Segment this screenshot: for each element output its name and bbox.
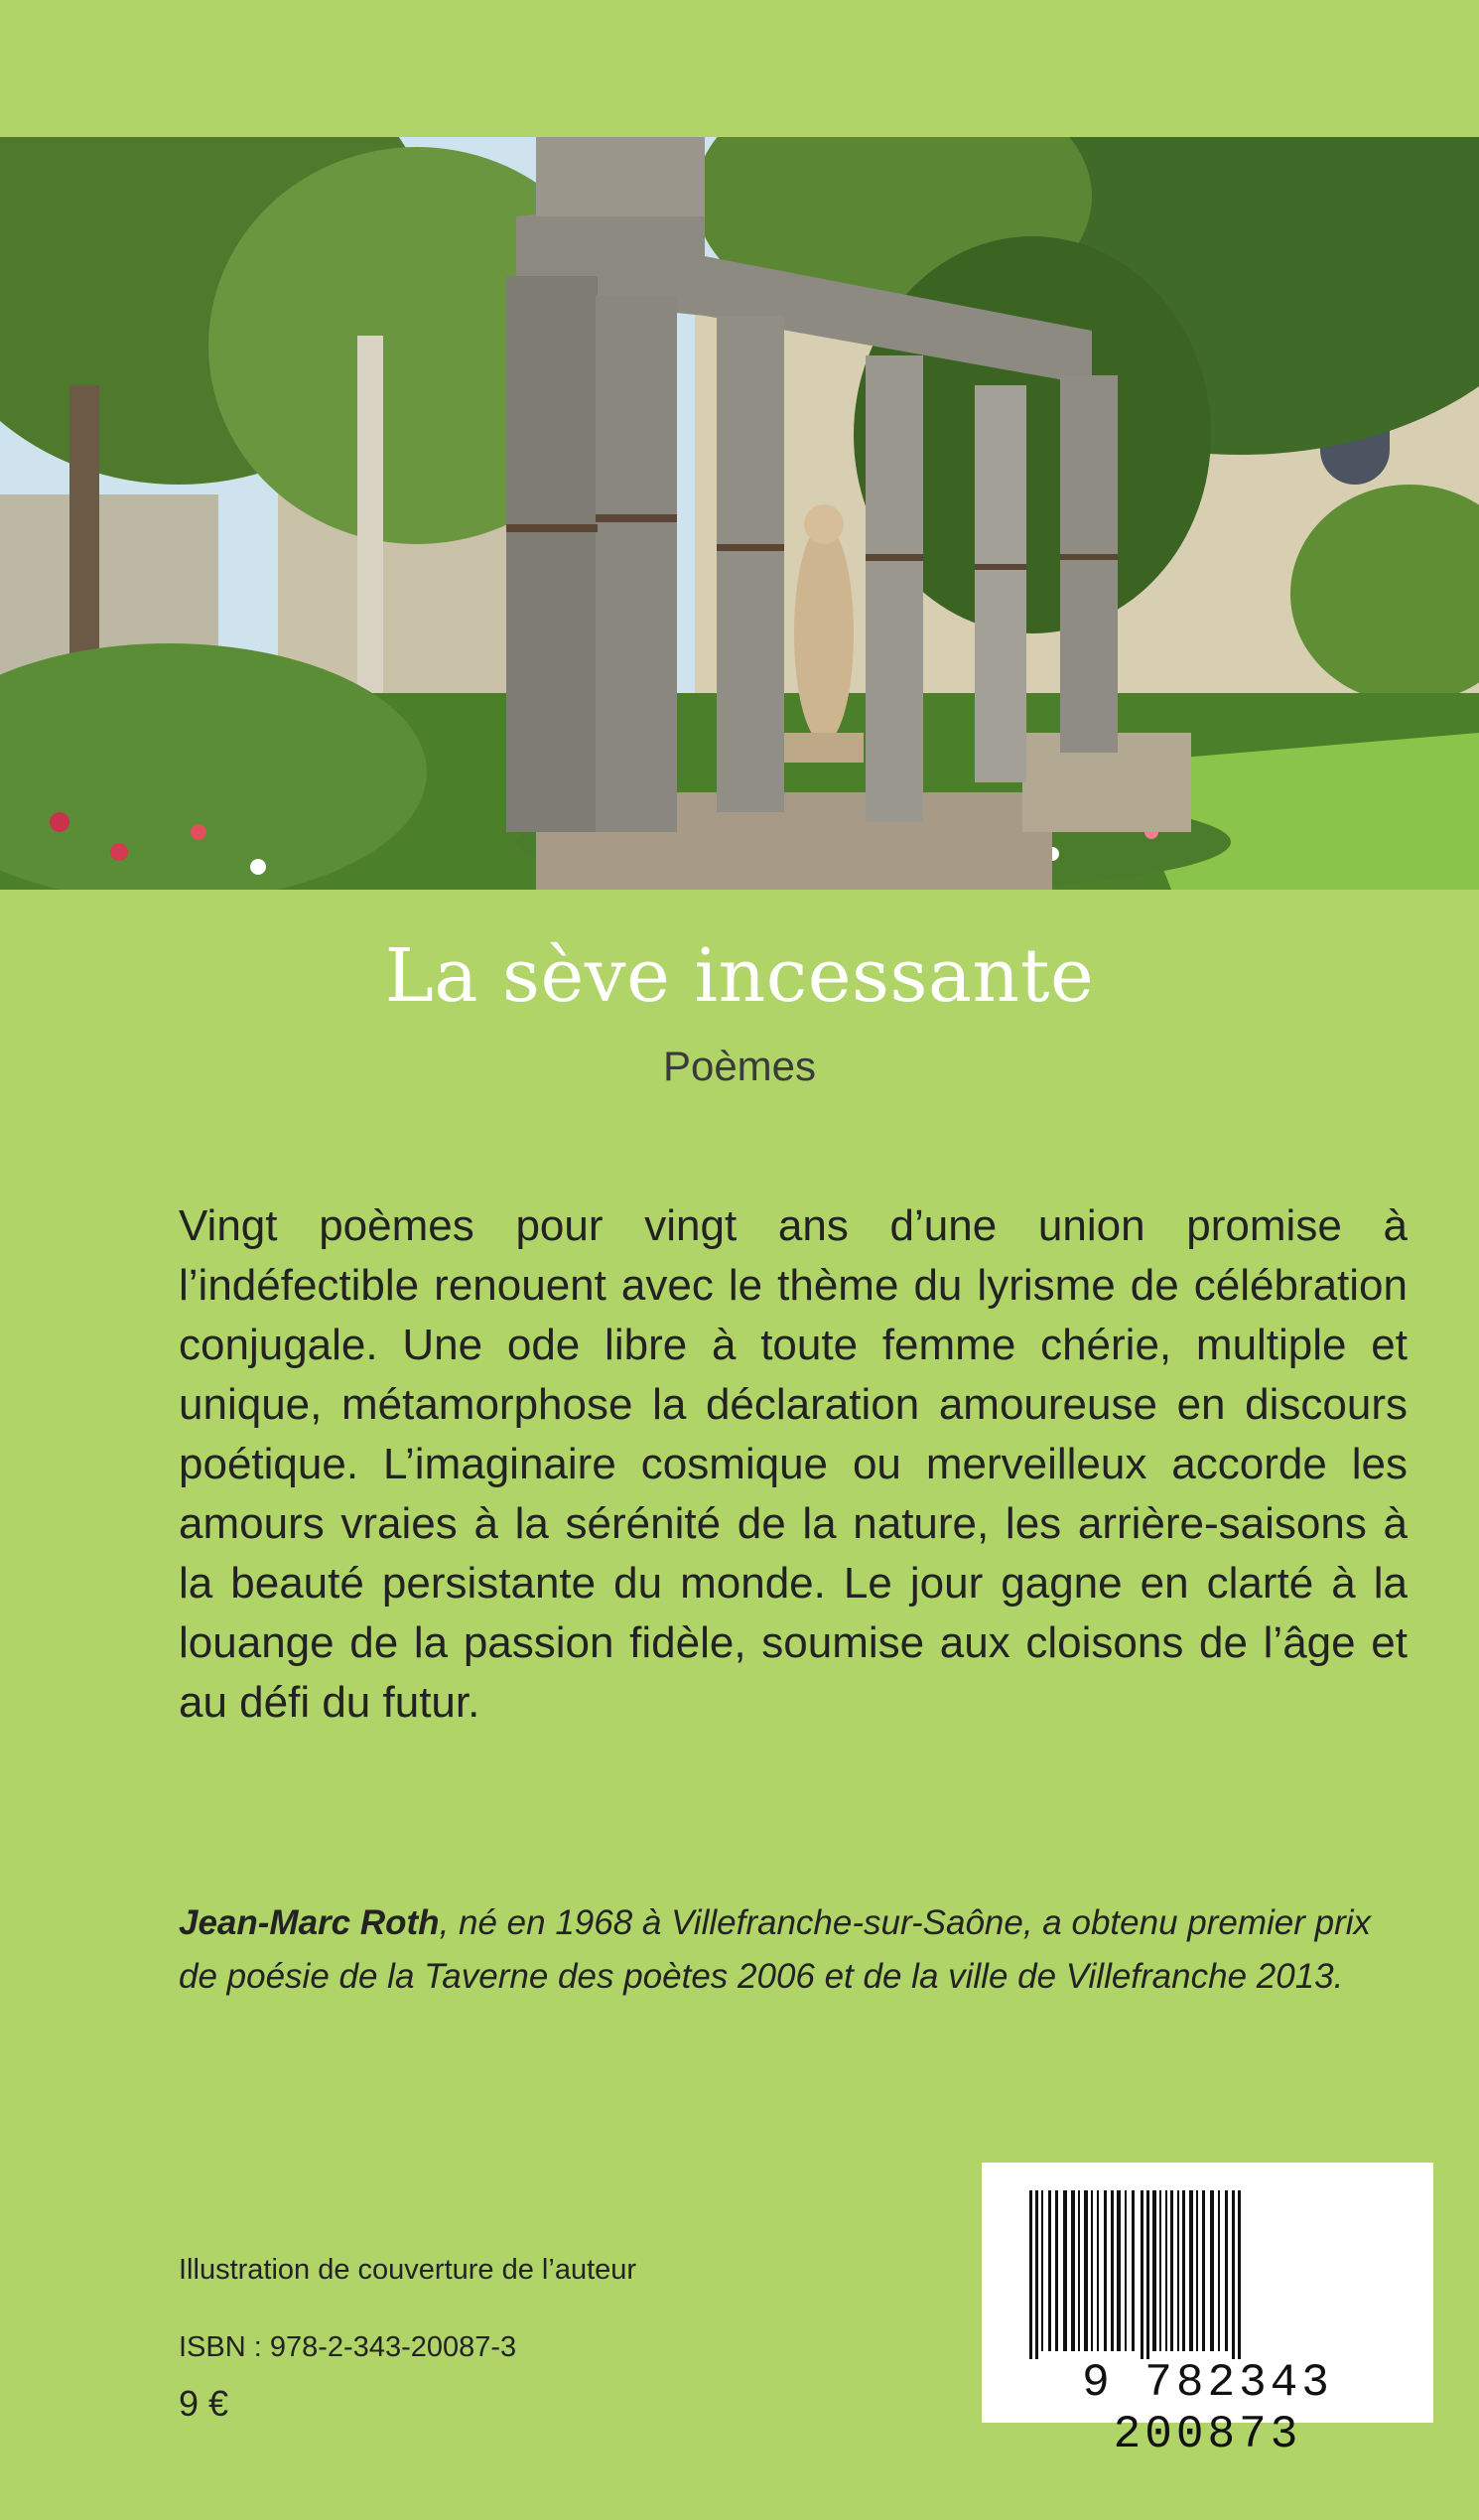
barcode-bar [1048, 2190, 1051, 2351]
back-cover-blurb: Vingt poèmes pour vingt ans d’une union promise à l’indéfectible renouent avec le thème du lyrisme de célébration conjugale. Une ode libre à toute femme chérie, multiple et unique, métamorphose la déclaration amoureuse en discours poétique. L’imaginaire cosmique ou merveilleux accorde les amours vraies à la sérénité de la nature, les arrière-saisons à la beauté persistante du monde. Le jour gagne en clarté à la louange de la passion fidèle, soumise aux cloisons de l’âge et au défi du futur. [179, 1201, 1408, 1727]
price: 9 € [179, 2383, 229, 2424]
isbn: ISBN : 978-2-343-20087-3 [179, 2331, 517, 2363]
barcode [982, 2163, 1433, 2460]
barcode-bar [1152, 2190, 1156, 2351]
barcode-bar [1035, 2190, 1038, 2359]
author-name: Jean-Marc Roth [179, 1903, 440, 1942]
illustration-credit: Illustration de couverture de l’auteur [179, 2254, 637, 2286]
barcode-bar [1063, 2190, 1067, 2351]
barcode-bar [1071, 2190, 1075, 2351]
barcode-bar [1055, 2190, 1058, 2351]
barcode-bar [1104, 2190, 1107, 2351]
barcode-digits: 9 782343 200873 [1082, 2357, 1333, 2460]
barcode-bar [1182, 2190, 1185, 2351]
author-bio [179, 1896, 1410, 2004]
barcode-bar [1189, 2190, 1193, 2351]
barcode-bar [1196, 2190, 1198, 2351]
barcode-bar [1084, 2190, 1088, 2351]
barcode-bars [982, 2163, 1433, 2361]
cover-photo [0, 137, 1479, 890]
barcode-bar [1091, 2190, 1093, 2351]
barcode-bar [1165, 2190, 1167, 2351]
barcode-bar [1170, 2190, 1173, 2351]
barcode-bar [1117, 2190, 1121, 2351]
barcode-bar [1238, 2190, 1241, 2359]
barcode-bar [1125, 2190, 1127, 2351]
barcode-bar [1141, 2190, 1143, 2359]
barcode-bar [1132, 2190, 1135, 2351]
barcode-bar [1097, 2190, 1099, 2351]
author-bio-text: , né en 1968 à Villefranche-sur-Saône, a obtenu premier prix de poésie de la Taverne des poètes 2006 et de la ville de Villefranche 2013. [179, 1903, 1372, 1996]
book-title: La sève incessante [384, 933, 1095, 1019]
book-subtitle: Poèmes [662, 1043, 817, 1089]
barcode-bar [1111, 2190, 1114, 2351]
barcode-bar [1218, 2190, 1220, 2351]
barcode-bar [1078, 2190, 1080, 2351]
barcode-bar [1159, 2190, 1161, 2351]
barcode-bar [1232, 2190, 1235, 2359]
barcode-bar [1202, 2190, 1205, 2351]
barcode-bar [1177, 2190, 1179, 2351]
barcode-bar [1210, 2190, 1214, 2351]
barcode-bar [1146, 2190, 1149, 2359]
barcode-bar [1041, 2190, 1043, 2351]
barcode-bar [1029, 2190, 1032, 2359]
barcode-bar [1225, 2190, 1228, 2351]
